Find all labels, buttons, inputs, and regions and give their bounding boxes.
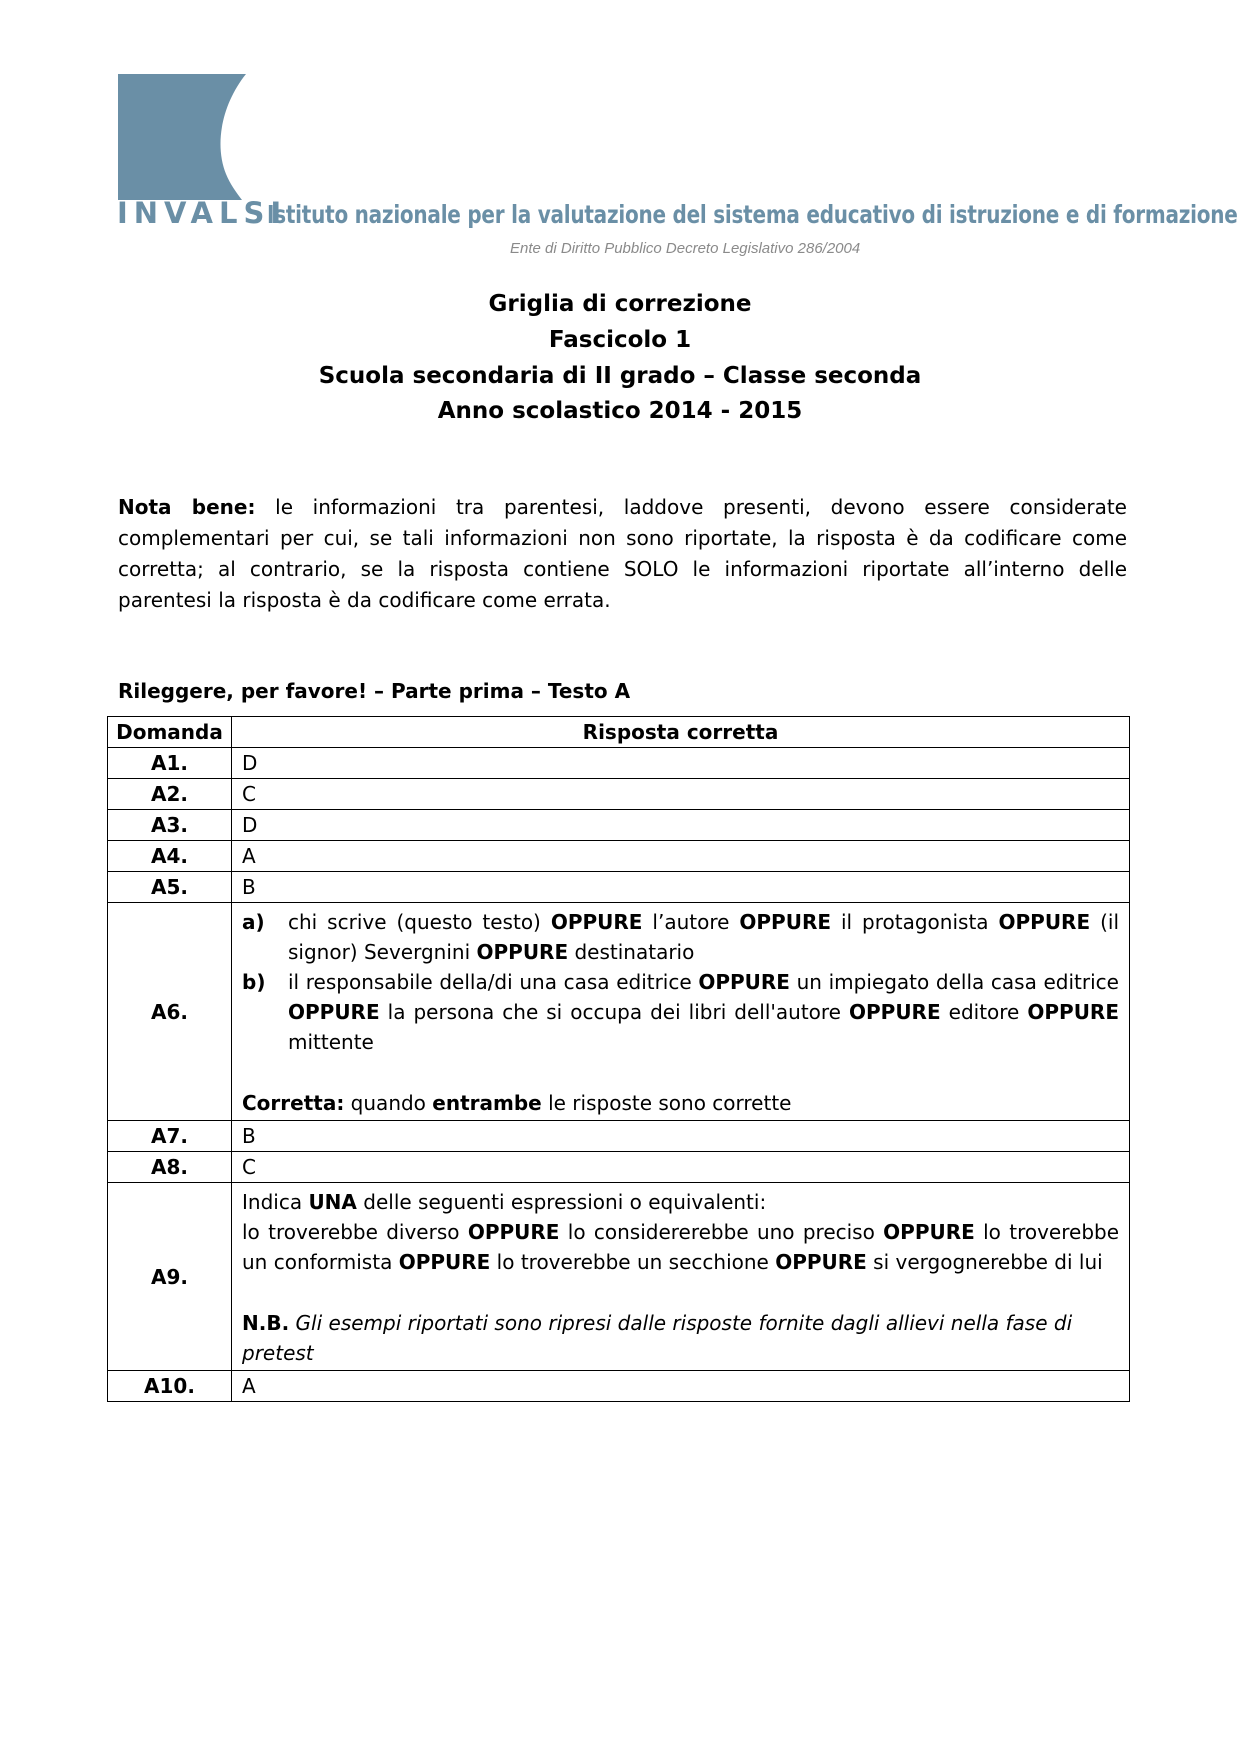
emphasis: OPPURE xyxy=(775,1250,867,1274)
question-number: A8. xyxy=(108,1152,232,1183)
header-question: Domanda xyxy=(108,717,232,748)
text-run: destinatario xyxy=(568,940,695,964)
text-run: quando xyxy=(344,1091,433,1115)
table-row xyxy=(108,872,1130,903)
answer-cell: A xyxy=(232,1371,1130,1402)
table-row xyxy=(108,748,1130,779)
emphasis: OPPURE xyxy=(883,1220,975,1244)
answer-cell: A xyxy=(232,841,1130,872)
question-number: A6. xyxy=(108,903,232,1121)
emphasis: OPPURE xyxy=(467,1220,560,1244)
question-number: A5. xyxy=(108,872,232,903)
table-row xyxy=(108,810,1130,841)
emphasis: OPPURE xyxy=(1027,1000,1119,1024)
subitem-text xyxy=(288,907,1119,967)
answer-cell: D xyxy=(232,748,1130,779)
answer-cell: C xyxy=(232,779,1130,810)
table-row xyxy=(108,841,1130,872)
text-run: mittente xyxy=(288,1030,374,1054)
answer-cell xyxy=(232,903,1130,1121)
emphasis: OPPURE xyxy=(698,970,790,994)
nb-label: N.B. xyxy=(242,1311,290,1335)
emphasis: OPPURE xyxy=(849,1000,941,1024)
table-row xyxy=(108,1152,1130,1183)
note-text: le informazioni tra parentesi, laddove presenti, devono essere considerate complementari per cui, se tali informazioni non sono riportate, la risposta è da codificare come corretta; al contrario, se la risposta contiene SOLO le informazioni riportate all’interno delle parentesi la risposta è da codificare come errata. xyxy=(118,495,1127,612)
question-number: A10. xyxy=(108,1371,232,1402)
institute-name: Istituto nazionale per la valutazione del sistema educativo di istruzione e di formazione xyxy=(267,200,1238,229)
subitem-label: b) xyxy=(242,970,266,994)
emphasis: OPPURE xyxy=(998,910,1091,934)
text-run: chi scrive (questo testo) xyxy=(288,910,551,934)
answer-cell: B xyxy=(232,872,1130,903)
answer-subitem xyxy=(242,907,1119,967)
note-label: Nota bene: xyxy=(118,495,256,519)
emphasis: OPPURE xyxy=(739,910,832,934)
emphasis: OPPURE xyxy=(476,940,569,964)
question-number: A7. xyxy=(108,1121,232,1152)
answers-table xyxy=(107,716,1130,1402)
answer-cell: C xyxy=(232,1152,1130,1183)
spacer xyxy=(242,1057,1119,1088)
question-number: A4. xyxy=(108,841,232,872)
subitem-text xyxy=(288,967,1119,1057)
text-run: il protagonista xyxy=(831,910,999,934)
nb-note xyxy=(242,1308,1119,1368)
answer-cell: B xyxy=(232,1121,1130,1152)
text-run: l’autore xyxy=(642,910,740,934)
text-run: si vergognerebbe di lui xyxy=(866,1250,1103,1274)
text-run: lo troverebbe un conformista xyxy=(242,1220,1120,1274)
subitem-label: a) xyxy=(242,910,265,934)
question-number: A2. xyxy=(108,779,232,810)
text-run: delle seguenti espressioni o equivalenti: xyxy=(356,1190,767,1214)
invalsi-logo-icon xyxy=(118,74,246,200)
correct-criterion xyxy=(242,1088,1119,1118)
text-run: la persona che si occupa dei libri dell'autore xyxy=(379,1000,849,1024)
table-row xyxy=(108,1121,1130,1152)
text-run: Indica xyxy=(242,1190,309,1214)
answer-intro xyxy=(242,1187,1119,1217)
answer-body xyxy=(242,1217,1119,1277)
correct-label: Corretta: xyxy=(242,1091,345,1115)
emphasis: OPPURE xyxy=(288,1000,380,1024)
text-run: (il signor) Severgnini xyxy=(288,910,1119,964)
doc-title: Griglia di correzione xyxy=(488,291,752,317)
spacer xyxy=(242,1277,1119,1308)
question-number: A9. xyxy=(108,1183,232,1371)
table-row xyxy=(108,779,1130,810)
emphasis: entrambe xyxy=(432,1091,542,1115)
text-run: lo troverebbe un secchione xyxy=(490,1250,776,1274)
table-row xyxy=(108,1371,1130,1402)
nb-text: Gli esempi riportati sono ripresi dalle risposte fornite dagli allievi nella fase di pretest xyxy=(242,1311,1073,1365)
header-answer: Risposta corretta xyxy=(232,717,1130,748)
text-run: lo considererebbe uno preciso xyxy=(559,1220,884,1244)
table-body xyxy=(108,748,1130,1402)
emphasis: UNA xyxy=(308,1190,357,1214)
emphasis: OPPURE xyxy=(550,910,643,934)
answer-cell: D xyxy=(232,810,1130,841)
text-run: lo troverebbe diverso xyxy=(242,1220,468,1244)
doc-booklet: Fascicolo 1 xyxy=(548,327,692,353)
logo-wordmark: INVALSI xyxy=(117,196,288,230)
doc-school-year: Anno scolastico 2014 - 2015 xyxy=(437,398,803,424)
institute-subtitle: Ente di Diritto Pubblico Decreto Legislativo 286/2004 xyxy=(510,240,861,257)
text-run: le risposte sono corrette xyxy=(541,1091,792,1115)
table-row xyxy=(108,1183,1130,1371)
text-run: il responsabile della/di una casa editrice xyxy=(288,970,699,994)
answer-cell xyxy=(232,1183,1130,1371)
doc-school-level: Scuola secondaria di II grado – Classe seconda xyxy=(318,363,922,389)
text-run: un impiegato della casa editrice xyxy=(789,970,1119,994)
note-paragraph xyxy=(118,492,1127,616)
question-number: A1. xyxy=(108,748,232,779)
answer-subitem xyxy=(242,967,1119,1057)
question-number: A3. xyxy=(108,810,232,841)
section-title: Rileggere, per favore! – Parte prima – Testo A xyxy=(118,679,631,703)
emphasis: OPPURE xyxy=(398,1250,491,1274)
text-run: editore xyxy=(940,1000,1028,1024)
table-header-row xyxy=(108,717,1130,748)
table-row xyxy=(108,903,1130,1121)
